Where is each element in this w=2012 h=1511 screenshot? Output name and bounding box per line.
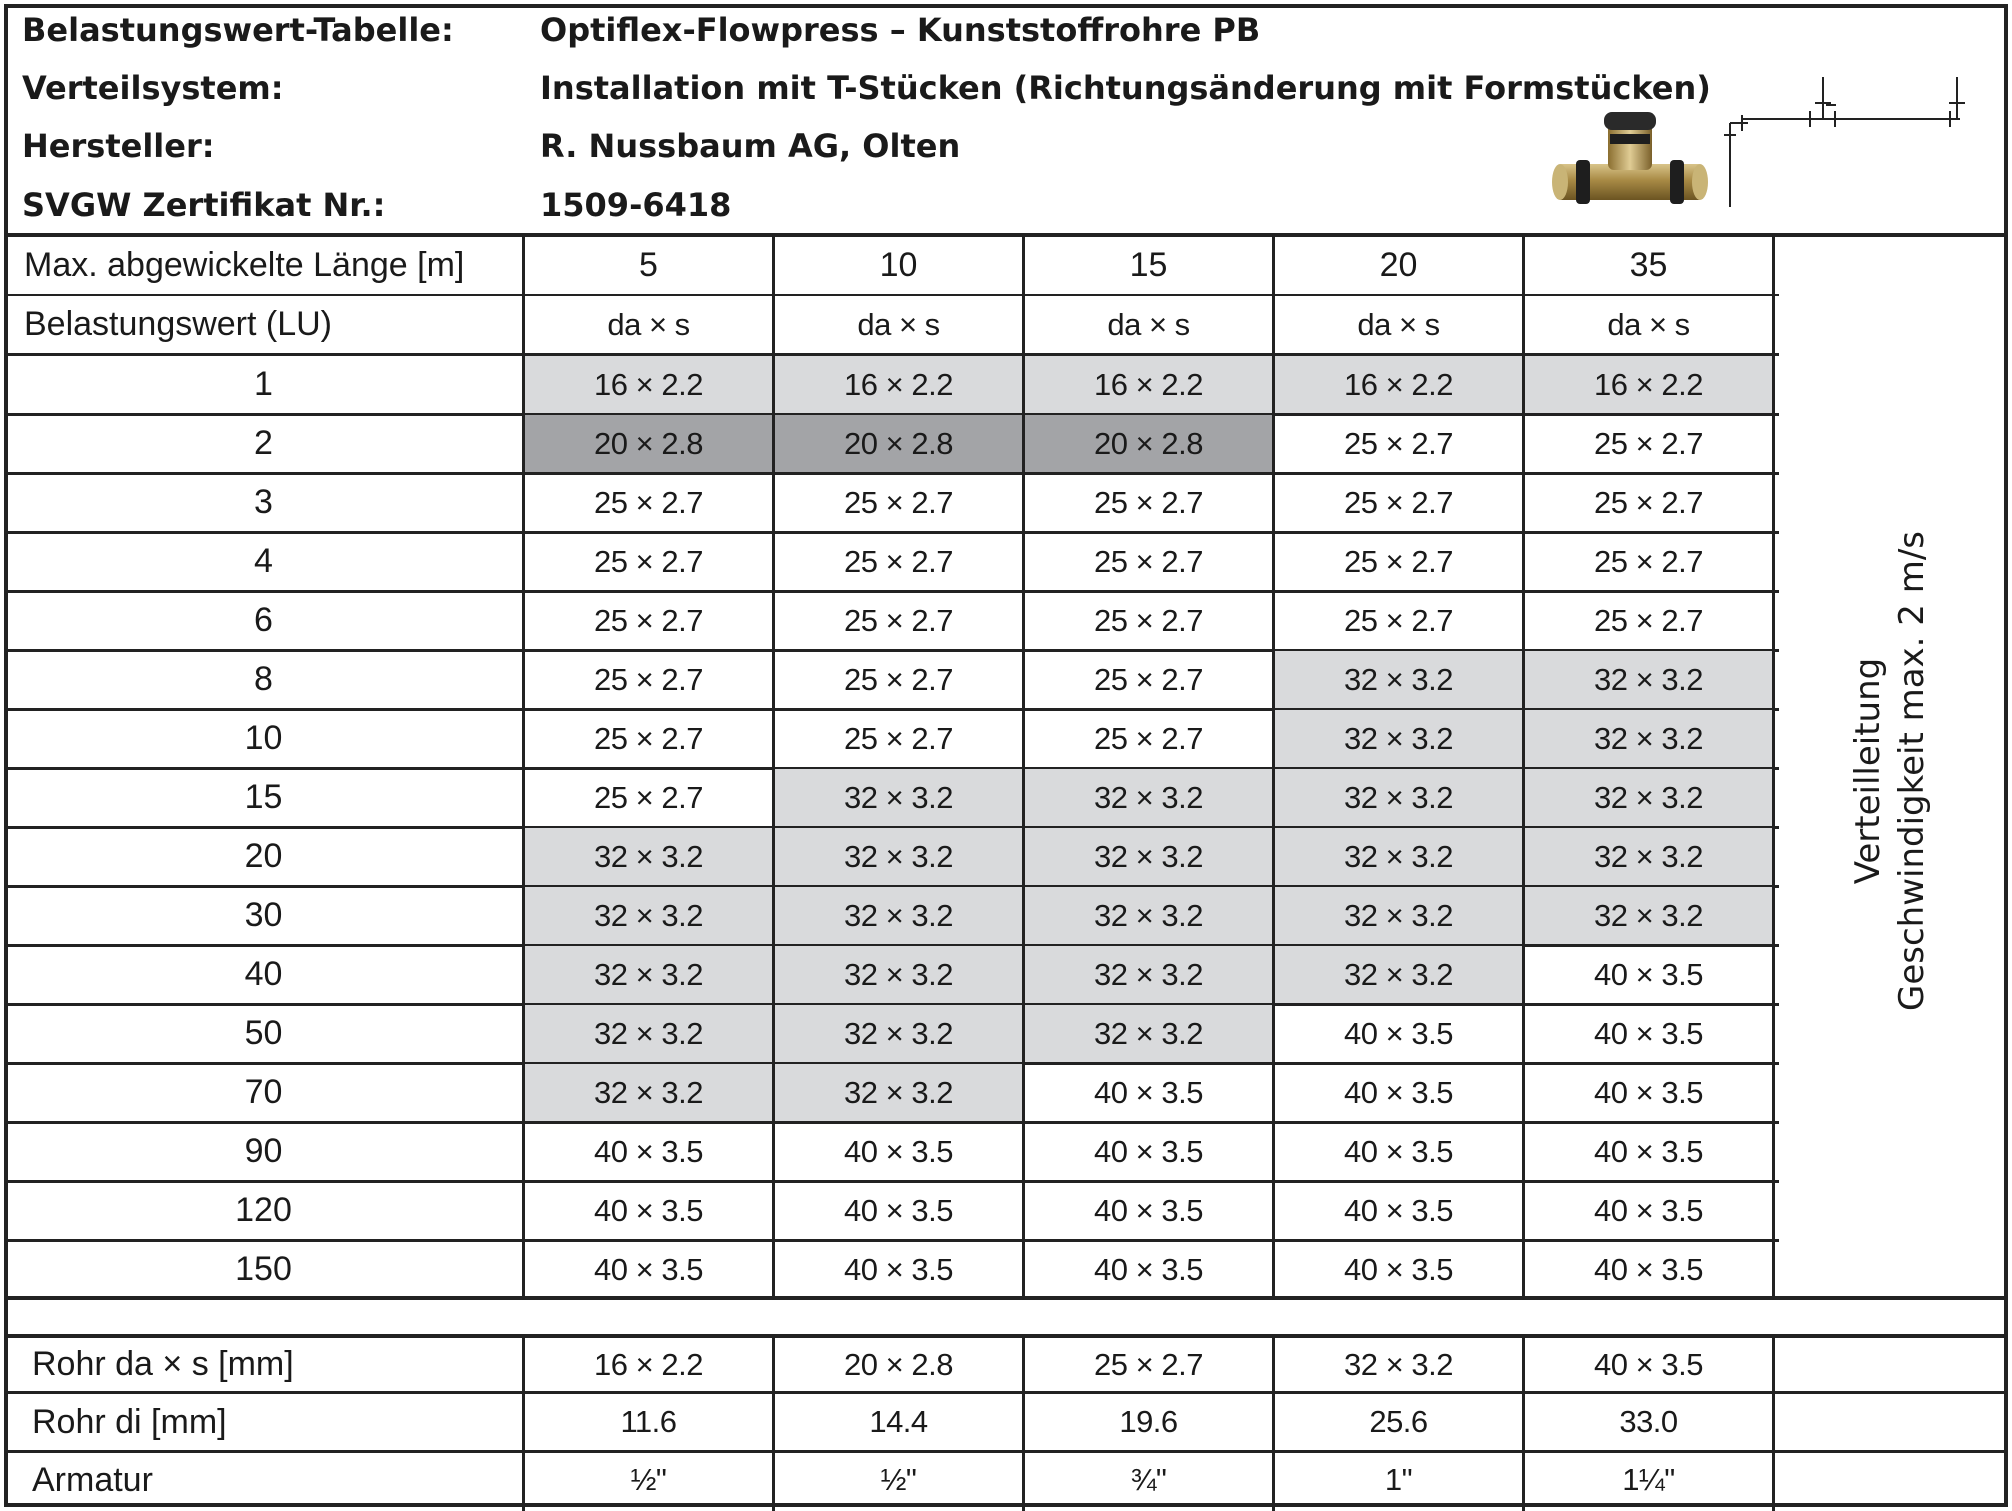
header-value: R. Nussbaum AG, Olten [540,127,961,165]
distribution-schematic [1720,75,1985,215]
header-value: Optiflex-Flowpress – Kunststoffrohre PB [540,11,1261,49]
table-cell: 40 × 3.5 [1094,1192,1203,1228]
footer-cell: ½" [880,1462,917,1497]
grid-line [1772,233,1775,1300]
table-cell: 32 × 3.2 [1275,887,1522,944]
footer-cell: 32 × 3.2 [1344,1346,1453,1382]
header-key: Verteilsystem: [22,69,284,107]
table-cell: 40 × 3.5 [1344,1192,1453,1228]
lu-value: 10 [244,719,283,757]
table-cell: 32 × 3.2 [1525,651,1772,708]
table-cell: 40 × 3.5 [844,1133,953,1169]
footer-cell: 11.6 [620,1404,677,1439]
table-cell: 25 × 2.7 [1344,484,1453,520]
footer-cell: 25 × 2.7 [1094,1346,1203,1382]
table-cell: 32 × 3.2 [525,887,772,944]
table-cell: 40 × 3.5 [1594,1192,1703,1228]
header-key: SVGW Zertifikat Nr.: [22,186,386,224]
table-cell: 25 × 2.7 [1344,602,1453,638]
footer-label: Rohr da × s [mm] [32,1345,294,1383]
lu-value: 1 [254,365,273,403]
table-cell: 40 × 3.5 [1094,1133,1203,1169]
table-cell: 32 × 3.2 [1275,651,1522,708]
side-note-line2: Geschwindigkeit max. 2 m/s [1892,530,1933,1012]
table-cell: 32 × 3.2 [775,946,1022,1003]
length-header: 10 [879,246,918,284]
table-cell: 32 × 3.2 [525,1005,772,1062]
lu-value: 6 [254,601,273,639]
table-cell: 25 × 2.7 [1594,484,1703,520]
table-cell: 16 × 2.2 [775,356,1022,413]
lu-value: 3 [254,483,273,521]
length-header: 35 [1629,246,1668,284]
table-cell: 32 × 3.2 [1025,828,1272,885]
length-header: 15 [1129,246,1168,284]
header-row-system [22,59,1711,117]
table-cell: 25 × 2.7 [1094,484,1203,520]
table-cell: 16 × 2.2 [1525,356,1772,413]
table-cell: 16 × 2.2 [1275,356,1522,413]
table-cell: 32 × 3.2 [775,828,1022,885]
unit-header: da × s [1357,306,1440,342]
table-cell: 25 × 2.7 [594,602,703,638]
table-cell: 25 × 2.7 [1094,720,1203,756]
table-cell: 25 × 2.7 [594,720,703,756]
header-key: Belastungswert-Tabelle: [22,11,454,49]
table-cell: 40 × 3.5 [1094,1251,1203,1287]
table-cell: 40 × 3.5 [1344,1133,1453,1169]
table-cell: 32 × 3.2 [775,1064,1022,1121]
table-cell: 40 × 3.5 [594,1133,703,1169]
table-cell: 25 × 2.7 [594,484,703,520]
table-cell: 25 × 2.7 [1344,543,1453,579]
table-cell: 16 × 2.2 [1025,356,1272,413]
footer-label: Armatur [32,1460,153,1499]
footer-cell: 19.6 [1119,1404,1178,1439]
header-row-manufacturer [22,117,960,175]
lu-value: 8 [254,660,273,698]
table-cell: 32 × 3.2 [525,828,772,885]
unit-header: da × s [857,306,940,342]
table-cell: 40 × 3.5 [1594,1251,1703,1287]
header-value: 1509-6418 [540,186,732,224]
lu-value: 2 [254,424,273,462]
table-cell: 25 × 2.7 [844,602,953,638]
lu-value: 50 [244,1014,283,1052]
footer-cell: 1¼" [1622,1462,1675,1497]
table-cell: 32 × 3.2 [525,1064,772,1121]
unit-header: da × s [1607,306,1690,342]
lu-value: 20 [244,837,283,875]
footer-cell: 40 × 3.5 [1594,1346,1703,1382]
header-key: Hersteller: [22,127,215,165]
table-cell: 32 × 3.2 [1525,769,1772,826]
table-cell: 32 × 3.2 [1025,946,1272,1003]
table-cell: 40 × 3.5 [594,1192,703,1228]
lu-value: 120 [235,1191,292,1229]
table-cell: 40 × 3.5 [844,1192,953,1228]
header-value: Installation mit T-Stücken (Richtungsänderung mit Formstücken) [540,69,1711,107]
table-cell: 40 × 3.5 [1594,956,1703,992]
table-cell: 25 × 2.7 [594,661,703,697]
table-cell: 25 × 2.7 [844,484,953,520]
table-cell: 32 × 3.2 [1275,946,1522,1003]
table-cell: 25 × 2.7 [1344,425,1453,461]
table-cell: 25 × 2.7 [1594,543,1703,579]
table-cell: 16 × 2.2 [525,356,772,413]
footer-label: Rohr di [mm] [32,1402,227,1441]
footer-cell: ¾" [1130,1462,1167,1497]
footer-cell: 14.4 [869,1404,928,1439]
table-cell: 32 × 3.2 [1275,769,1522,826]
table-cell: 40 × 3.5 [1344,1015,1453,1051]
table-cell: 25 × 2.7 [844,720,953,756]
lu-value: 90 [244,1132,283,1170]
lu-value: 40 [244,955,283,993]
unit-header: da × s [1107,306,1190,342]
footer-cell: ½" [630,1462,667,1497]
table-cell: 32 × 3.2 [1025,769,1272,826]
table-cell: 32 × 3.2 [775,769,1022,826]
lu-value: 15 [244,778,283,816]
table-cell: 32 × 3.2 [525,946,772,1003]
table-cell: 25 × 2.7 [1094,602,1203,638]
length-label: Max. abgewickelte Länge [m] [24,246,465,284]
header-row-table [22,1,1260,59]
table-cell: 40 × 3.5 [1594,1133,1703,1169]
table-cell: 40 × 3.5 [1594,1015,1703,1051]
footer-cell: 33.0 [1619,1404,1678,1439]
footer-cell: 20 × 2.8 [844,1346,953,1382]
length-header: 5 [639,246,658,284]
lu-value: 30 [244,896,283,934]
table-cell: 40 × 3.5 [1344,1251,1453,1287]
table-cell: 40 × 3.5 [844,1251,953,1287]
table-cell: 25 × 2.7 [1594,425,1703,461]
table-cell: 32 × 3.2 [1275,828,1522,885]
table-cell: 32 × 3.2 [775,1005,1022,1062]
tee-fitting-image [1550,108,1710,218]
table-cell: 20 × 2.8 [1025,415,1272,472]
lu-value: 4 [254,542,273,580]
table-cell: 40 × 3.5 [1594,1074,1703,1110]
table-cell: 20 × 2.8 [525,415,772,472]
footer-cell: 16 × 2.2 [594,1346,703,1382]
table-cell: 32 × 3.2 [1525,710,1772,767]
table-cell: 40 × 3.5 [1094,1074,1203,1110]
table-cell: 25 × 2.7 [1594,602,1703,638]
footer-cell: 25.6 [1369,1404,1428,1439]
header-row-certificate [22,176,731,234]
table-cell: 25 × 2.7 [594,779,703,815]
side-note [1778,246,2002,1296]
table-cell: 20 × 2.8 [775,415,1022,472]
lu-value: 70 [244,1073,283,1111]
length-header: 20 [1379,246,1418,284]
table-cell: 25 × 2.7 [594,543,703,579]
side-note-line1: Verteilleitung [1848,657,1889,885]
table-cell: 25 × 2.7 [1094,543,1203,579]
table-cell: 32 × 3.2 [1275,710,1522,767]
table-cell: 25 × 2.7 [1094,661,1203,697]
unit-header: da × s [607,306,690,342]
table-cell: 25 × 2.7 [844,661,953,697]
table-cell: 32 × 3.2 [1025,1005,1272,1062]
footer-cell: 1" [1384,1462,1413,1497]
table-cell: 32 × 3.2 [775,887,1022,944]
grid-line [1772,1334,1775,1511]
lu-value: 150 [235,1250,292,1288]
table-cell: 40 × 3.5 [594,1251,703,1287]
table-cell: 32 × 3.2 [1525,887,1772,944]
table-cell: 32 × 3.2 [1025,887,1272,944]
table-cell: 40 × 3.5 [1344,1074,1453,1110]
table-cell: 32 × 3.2 [1525,828,1772,885]
lu-label: Belastungswert (LU) [24,305,333,343]
table-cell: 25 × 2.7 [844,543,953,579]
